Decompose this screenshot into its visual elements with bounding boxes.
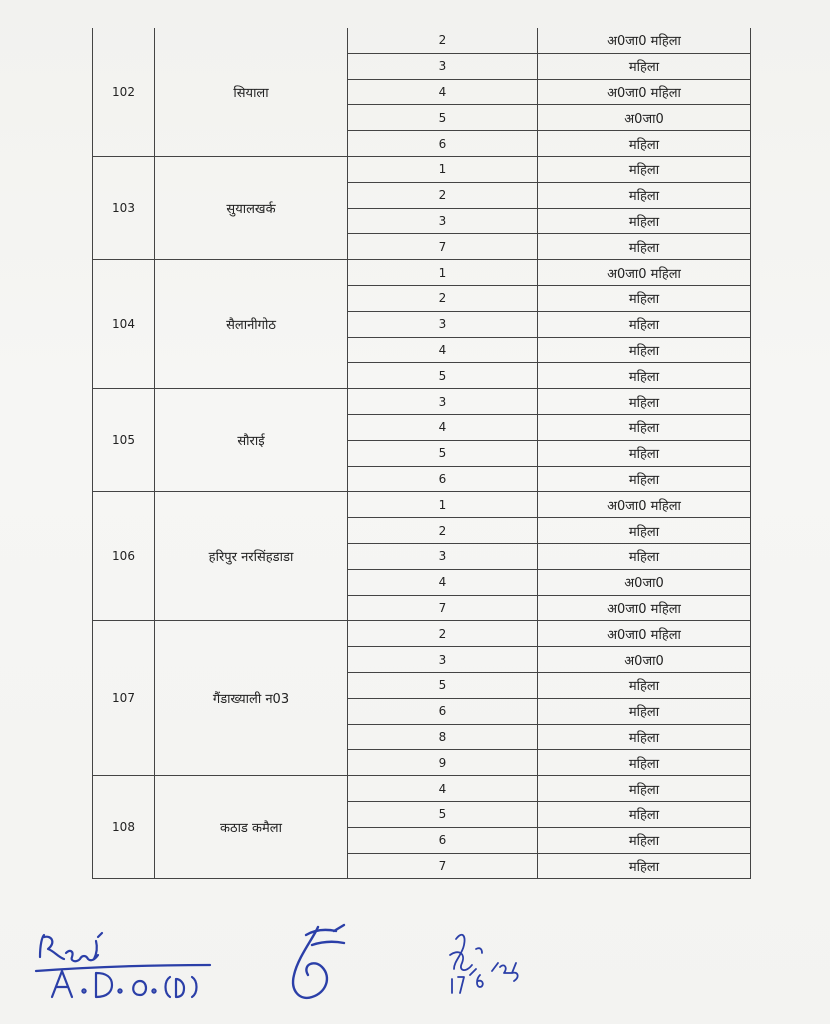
ward-number: 6 [348,698,538,724]
ward-number: 4 [348,79,538,105]
signature-left [36,933,210,997]
reservation-category: महिला [538,672,751,698]
ward-number: 4 [348,569,538,595]
ward-number: 9 [348,750,538,776]
gram-panchayat-name: सौराई [155,389,348,492]
signature-area [0,905,830,1024]
serial-number: 105 [93,389,155,492]
gram-panchayat-name: गैंडाख्याली न03 [155,621,348,776]
ward-number: 6 [348,131,538,157]
ward-number: 8 [348,724,538,750]
gram-panchayat-name: कठाड कमैला [155,776,348,879]
ward-number: 3 [348,53,538,79]
reservation-category: महिला [538,208,751,234]
reservation-category: अ0जा0 महिला [538,621,751,647]
table-row [93,156,751,182]
reservation-category: अ0जा0 [538,569,751,595]
reservation-category: महिला [538,776,751,802]
ward-number: 7 [348,234,538,260]
reservation-category: महिला [538,389,751,415]
ward-number: 3 [348,208,538,234]
reservation-category: अ0जा0 महिला [538,79,751,105]
reservation-category: महिला [538,853,751,879]
ward-number: 2 [348,182,538,208]
reservation-category: महिला [538,285,751,311]
ward-number: 7 [348,595,538,621]
ward-number: 1 [348,156,538,182]
reservation-category: महिला [538,750,751,776]
signature-middle [293,925,344,998]
serial-number: 108 [93,776,155,879]
ward-number: 2 [348,28,538,53]
ward-number: 5 [348,105,538,131]
serial-number: 106 [93,492,155,621]
reservation-category: महिला [538,363,751,389]
table-row [93,492,751,518]
reservation-category: अ0जा0 महिला [538,28,751,53]
serial-number: 103 [93,156,155,259]
ward-number: 5 [348,363,538,389]
ward-number: 3 [348,543,538,569]
reservation-category: अ0जा0 महिला [538,595,751,621]
reservation-category: महिला [538,518,751,544]
ward-number: 2 [348,621,538,647]
ward-number: 4 [348,337,538,363]
table-row [93,621,751,647]
table-row [93,389,751,415]
reservation-category: महिला [538,156,751,182]
ward-number: 5 [348,801,538,827]
ward-number: 4 [348,776,538,802]
reservation-table [92,28,751,879]
ward-number: 5 [348,440,538,466]
ward-number: 2 [348,285,538,311]
serial-number: 104 [93,260,155,389]
reservation-category: महिला [538,827,751,853]
gram-panchayat-name: सियाला [155,28,348,156]
gram-panchayat-name: सुयालखर्क [155,156,348,259]
reservation-category: महिला [538,337,751,363]
ward-number: 6 [348,827,538,853]
reservation-category: महिला [538,234,751,260]
reservation-category: महिला [538,131,751,157]
ward-number: 3 [348,311,538,337]
ward-number: 1 [348,260,538,286]
table-row [93,776,751,802]
reservation-category: महिला [538,414,751,440]
ward-number: 1 [348,492,538,518]
ward-number: 5 [348,672,538,698]
ward-number: 6 [348,466,538,492]
ward-number: 3 [348,389,538,415]
serial-number: 102 [93,28,155,156]
ward-number: 7 [348,853,538,879]
reservation-table-body [93,28,751,879]
table-row [93,28,751,53]
table-row [93,260,751,286]
reservation-category: अ0जा0 महिला [538,492,751,518]
signature-right [450,935,518,993]
reservation-category: महिला [538,53,751,79]
reservation-category: महिला [538,724,751,750]
gram-panchayat-name: हरिपुर नरसिंहडाडा [155,492,348,621]
ward-number: 2 [348,518,538,544]
reservation-category: महिला [538,440,751,466]
reservation-category: अ0जा0 महिला [538,260,751,286]
reservation-category: अ0जा0 [538,105,751,131]
reservation-category: महिला [538,801,751,827]
gram-panchayat-name: सैलानीगोठ [155,260,348,389]
serial-number: 107 [93,621,155,776]
reservation-category: महिला [538,698,751,724]
reservation-category: अ0जा0 [538,647,751,673]
ward-number: 3 [348,647,538,673]
reservation-category: महिला [538,466,751,492]
reservation-category: महिला [538,311,751,337]
reservation-category: महिला [538,543,751,569]
ward-number: 4 [348,414,538,440]
reservation-category: महिला [538,182,751,208]
